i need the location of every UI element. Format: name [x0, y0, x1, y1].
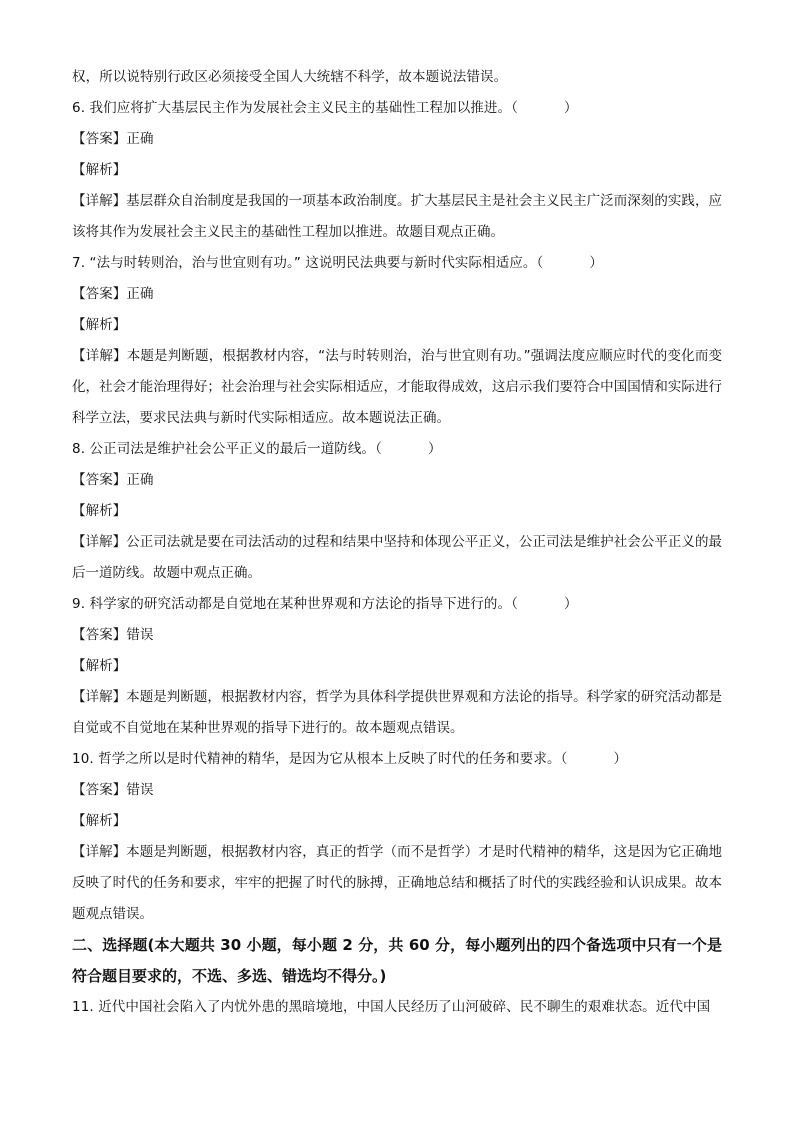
- question-7: [72, 248, 722, 434]
- question-number: 9.: [72, 596, 86, 612]
- answer-value: 错误: [126, 627, 154, 643]
- question-text: “法与时转则治，治与世宜则有功。” 这说明民法典要与新时代实际相适应。（: [89, 255, 544, 271]
- detail-text: 基层群众自治制度是我国的一项基本政治制度。扩大基层民主是社会主义民主广泛而深刻的实践，应该将其作为发展社会主义民主的基础性工程加以推进。故题目观点正确。: [72, 193, 723, 240]
- detail-paragraph: [72, 341, 722, 434]
- detail-paragraph: [72, 682, 722, 744]
- question-stem: 6. 我们应将扩大基层民主作为发展社会主义民主的基础性工程加以推进。（ ）: [72, 100, 578, 116]
- analysis-tag: 【解析】: [72, 658, 127, 674]
- detail-tag: 【详解】: [72, 193, 127, 209]
- detail-text: 公正司法就是要在司法活动的过程和结果中坚持和体现公平正义，公正司法是维护社会公平正义的最后一道防线。故题中观点正确。: [72, 534, 723, 581]
- detail-paragraph: [72, 186, 722, 248]
- question-number: 7.: [72, 255, 86, 271]
- question-stem: 8. 公正司法是维护社会公平正义的最后一道防线。（ ）: [72, 441, 442, 457]
- question-8: [72, 434, 722, 589]
- question-6: [72, 93, 722, 248]
- answer-line: [72, 465, 722, 496]
- question-text: 我们应将扩大基层民主作为发展社会主义民主的基础性工程加以推进。（: [89, 100, 518, 116]
- detail-tag: 【详解】: [72, 689, 127, 705]
- answer-tag: 【答案】: [72, 472, 127, 488]
- question-text: 近代中国社会陷入了内忧外患的黑暗境地，中国人民经历了山河破碎、民不聊生的艰难状态。近代中国: [98, 999, 711, 1015]
- question-number: 10.: [72, 751, 94, 767]
- lead-text: 权，所以说特别行政区必须接受全国人大统辖不科学，故本题说法错误。: [72, 69, 508, 85]
- detail-paragraph: [72, 837, 722, 930]
- detail-text: 本题是判断题，根据教材内容，哲学为具体科学提供世界观和方法论的指导。科学家的研究活动都是自觉或不自觉地在某种世界观的指导下进行的。故本题观点错误。: [72, 689, 723, 736]
- question-text: 科学家的研究活动都是自觉地在某种世界观和方法论的指导下进行的。（: [89, 596, 518, 612]
- analysis-tag: 【解析】: [72, 813, 127, 829]
- answer-value: 错误: [126, 782, 154, 798]
- answer-tag: 【答案】: [72, 131, 127, 147]
- analysis-tag: 【解析】: [72, 317, 127, 333]
- question-9: [72, 589, 722, 744]
- detail-text: 本题是判断题，根据教材内容，真正的哲学（而不是哲学）才是时代精神的精华，这是因为它正确地反映了时代的任务和要求，牢牢的把握了时代的脉搏，正确地总结和概括了时代的实践经验和认识成果。故本题观点错误。: [72, 844, 723, 922]
- detail-tag: 【详解】: [72, 348, 127, 364]
- question-11: [72, 992, 722, 1023]
- answer-value: 正确: [126, 472, 154, 488]
- answer-value: 正确: [126, 286, 154, 302]
- question-number: 11.: [72, 999, 94, 1015]
- question-number: 8.: [72, 441, 86, 457]
- question-stem: 7. “法与时转则治，治与世宜则有功。” 这说明民法典要与新时代实际相适应。（ ）: [72, 255, 603, 271]
- answer-line: [72, 124, 722, 155]
- answer-line: [72, 620, 722, 651]
- detail-paragraph: [72, 527, 722, 589]
- detail-text: 本题是判断题，根据教材内容，“法与时转则治，治与世宜则有功。”强调法度应顺应时代的变化而变化，社会才能治理得好；社会治理与社会实际相适应，才能取得成效，这启示我们要符合中国国情和实际进行科学立法，要求民法典与新时代实际相适应。故本题说法正确。: [72, 348, 722, 426]
- document-page: [72, 62, 722, 1023]
- answer-tag: 【答案】: [72, 286, 127, 302]
- question-text: 公正司法是维护社会公平正义的最后一道防线。（: [89, 441, 382, 457]
- analysis-tag: 【解析】: [72, 503, 127, 519]
- question-text: 哲学之所以是时代精神的精华，是因为它从根本上反映了时代的任务和要求。（: [98, 751, 568, 767]
- question-stem: 9. 科学家的研究活动都是自觉地在某种世界观和方法论的指导下进行的。（ ）: [72, 596, 578, 612]
- analysis-tag: 【解析】: [72, 162, 127, 178]
- detail-tag: 【详解】: [72, 534, 127, 550]
- answer-line: [72, 775, 722, 806]
- question-stem: 10. 哲学之所以是时代精神的精华，是因为它从根本上反映了时代的任务和要求。（ ）: [72, 751, 628, 767]
- answer-value: 正确: [126, 131, 154, 147]
- answer-tag: 【答案】: [72, 782, 127, 798]
- section-title: 二、选择题(本大题共 30 小题，每小题 2 分，共 60 分，每小题列出的四个备选项中只有一个是符合题目要求的，不选、多选、错选均不得分。): [72, 936, 722, 985]
- detail-tag: 【详解】: [72, 844, 127, 860]
- question-10: [72, 744, 722, 930]
- question-number: 6.: [72, 100, 86, 116]
- answer-tag: 【答案】: [72, 627, 127, 643]
- answer-line: [72, 279, 722, 310]
